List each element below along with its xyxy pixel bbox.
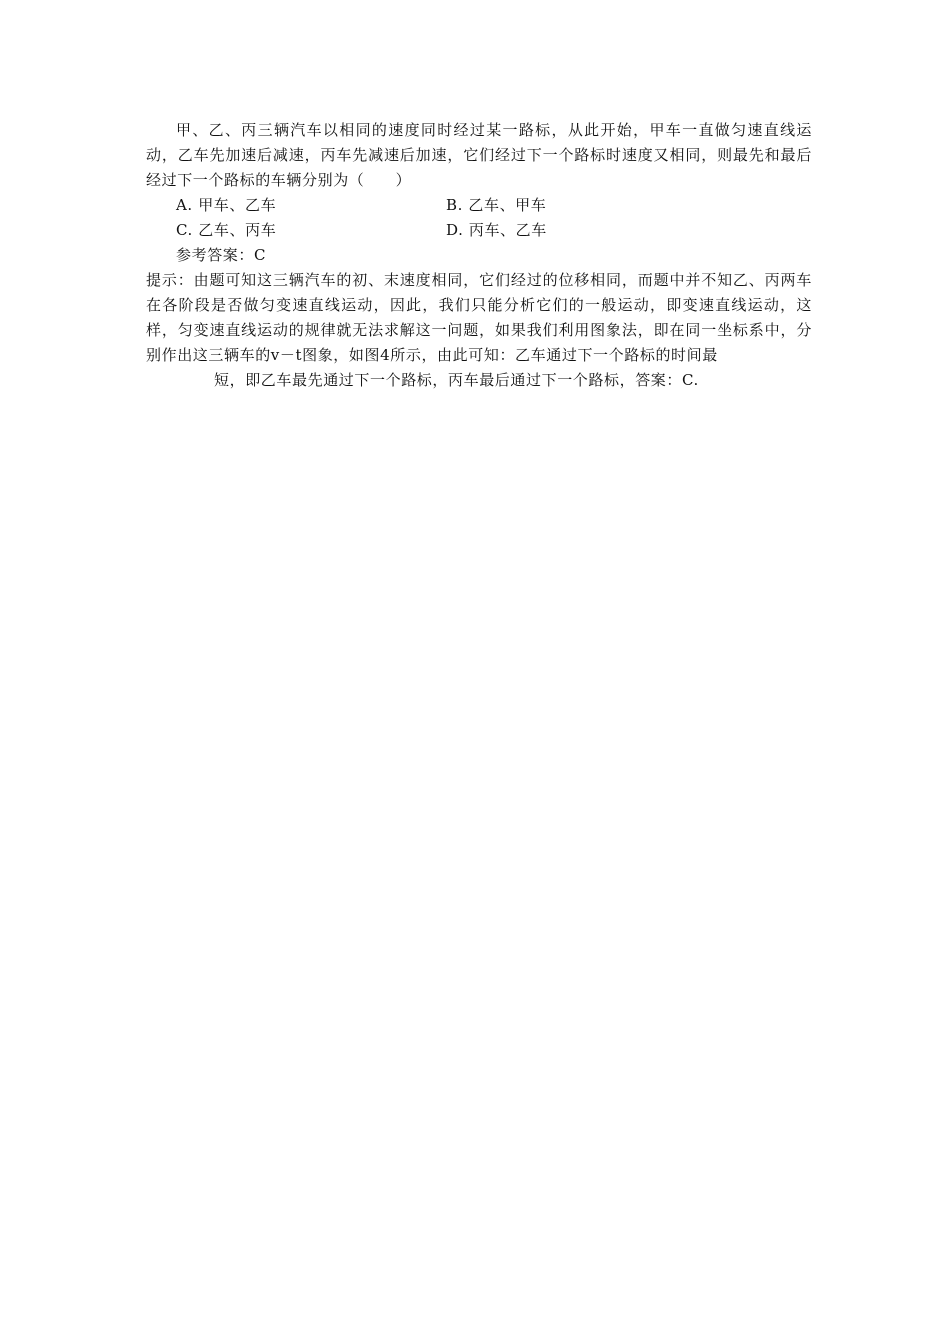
hint-last-line: 短，即乙车最先通过下一个路标，丙车最后通过下一个路标，答案：C. [214,371,699,389]
option-a [146,193,446,218]
option-d-text: 丙车、乙车 [468,221,547,239]
option-c-text: 乙车、丙车 [198,221,277,239]
option-d-label: D. [446,221,464,239]
answer-label: 参考答案： [176,246,255,264]
option-b-text: 乙车、甲车 [468,196,547,214]
answer-value: C [254,246,267,264]
hint-body: 提示：由题可知这三辆汽车的初、末速度相同，它们经过的位移相同，而题中并不知乙、丙两车在各阶段是否做匀变速直线运动，因此，我们只能分析它们的一般运动，即变速直线运动，这样，匀变速直线运动的规律就无法求解这一问题，如果我们利用图象法，即在同一坐标系中，分别作出这三辆车的v－t图象，如图4所示，由此可知：乙车通过下一个路标的时间最 [146,271,812,364]
reference-answer [146,243,812,268]
option-b [446,193,812,218]
options-list [146,193,812,243]
option-a-text: 甲车、乙车 [198,196,277,214]
document-content [146,118,812,393]
option-d [446,218,812,243]
question-stem: 甲、乙、丙三辆汽车以相同的速度同时经过某一路标，从此开始，甲车一直做匀速直线运动，乙车先加速后减速，丙车先减速后加速，它们经过下一个路标时速度又相同，则最先和最后经过下一个路标的车辆分别为（ ） [146,121,812,189]
option-a-label: A. [176,196,193,214]
option-c-label: C. [176,221,193,239]
options-row-2 [146,218,812,243]
option-c [146,218,446,243]
option-b-label: B. [446,196,463,214]
options-row-1 [146,193,812,218]
